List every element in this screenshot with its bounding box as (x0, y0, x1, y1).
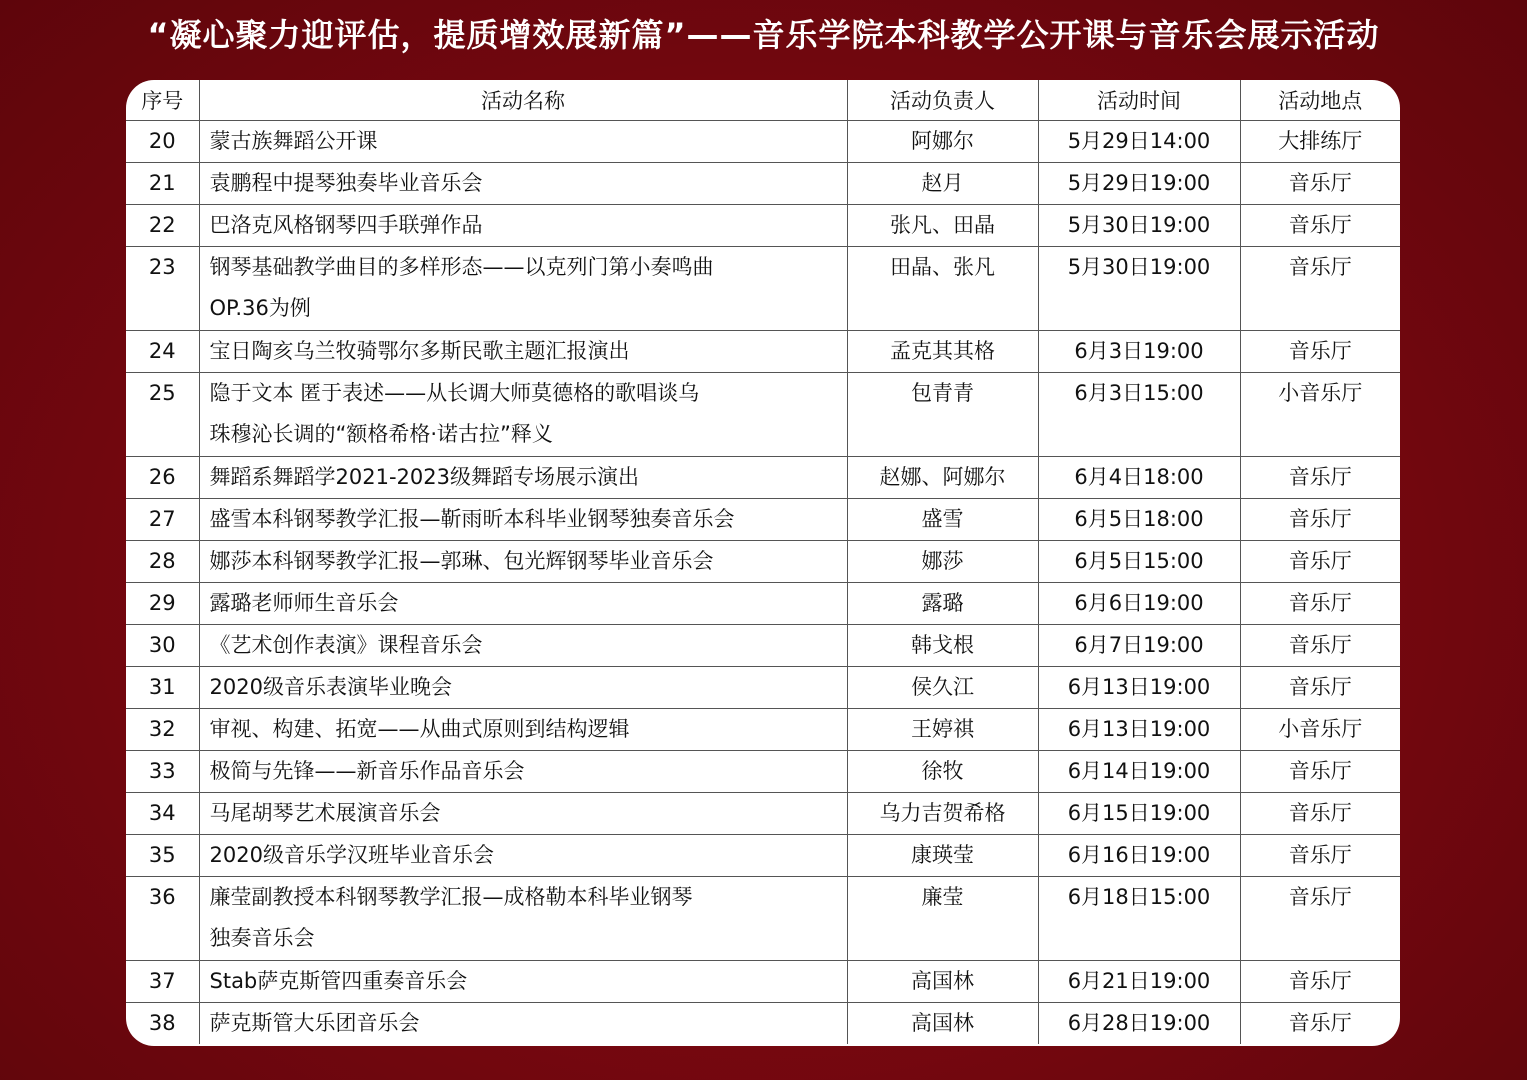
header-time: 活动时间 (1038, 80, 1240, 121)
activity-time: 5月30日19:00 (1038, 247, 1240, 331)
activity-name-line: 盛雪本科钢琴教学汇报—靳雨昕本科毕业钢琴独奏音乐会 (209, 507, 735, 531)
activity-time: 6月4日18:00 (1038, 457, 1240, 499)
activity-location: 音乐厅 (1240, 877, 1400, 961)
activity-time: 6月5日18:00 (1038, 499, 1240, 541)
activity-lead: 盛雪 (847, 499, 1038, 541)
row-number: 26 (126, 457, 199, 499)
activity-table (126, 80, 1400, 1044)
row-number: 29 (126, 583, 199, 625)
activity-lead: 娜莎 (847, 541, 1038, 583)
row-number: 36 (126, 877, 199, 961)
activity-time: 6月15日19:00 (1038, 793, 1240, 835)
activity-name-line: 廉莹副教授本科钢琴教学汇报—成格勒本科毕业钢琴 (209, 885, 693, 909)
row-number: 33 (126, 751, 199, 793)
row-number: 31 (126, 667, 199, 709)
activity-time: 6月18日15:00 (1038, 877, 1240, 961)
row-number: 32 (126, 709, 199, 751)
activity-location: 音乐厅 (1240, 583, 1400, 625)
activity-name-line: 珠穆沁长调的“额格希格·诺古拉”释义 (209, 422, 553, 446)
table-row (126, 205, 1400, 247)
activity-lead: 乌力吉贺希格 (847, 793, 1038, 835)
header-name: 活动名称 (199, 80, 847, 121)
activity-name (199, 961, 847, 1003)
row-number: 34 (126, 793, 199, 835)
table-row (126, 709, 1400, 751)
activity-name (199, 121, 847, 163)
activity-location: 音乐厅 (1240, 205, 1400, 247)
row-number: 38 (126, 1003, 199, 1045)
activity-name (199, 205, 847, 247)
activity-location: 小音乐厅 (1240, 373, 1400, 457)
activity-name-line: 2020级音乐表演毕业晚会 (209, 675, 452, 699)
activity-name (199, 751, 847, 793)
activity-name-line: 隐于文本 匿于表述——从长调大师莫德格的歌唱谈乌 (209, 381, 700, 405)
activity-lead: 侯久江 (847, 667, 1038, 709)
activity-location: 音乐厅 (1240, 163, 1400, 205)
activity-name (199, 541, 847, 583)
activity-lead: 包青青 (847, 373, 1038, 457)
header-lead: 活动负责人 (847, 80, 1038, 121)
table-header-row (126, 80, 1400, 121)
activity-time: 6月6日19:00 (1038, 583, 1240, 625)
activity-name-line: 娜莎本科钢琴教学汇报—郭琳、包光辉钢琴毕业音乐会 (209, 549, 714, 573)
header-no: 序号 (126, 80, 199, 121)
activity-lead: 露璐 (847, 583, 1038, 625)
activity-name (199, 625, 847, 667)
activity-name (199, 835, 847, 877)
activity-lead: 韩戈根 (847, 625, 1038, 667)
activity-name (199, 709, 847, 751)
activity-location: 音乐厅 (1240, 961, 1400, 1003)
activity-location: 音乐厅 (1240, 457, 1400, 499)
activity-lead: 康瑛莹 (847, 835, 1038, 877)
activity-time: 6月14日19:00 (1038, 751, 1240, 793)
activity-name-line: Stab萨克斯管四重奏音乐会 (209, 969, 468, 993)
activity-location: 音乐厅 (1240, 541, 1400, 583)
table-row (126, 583, 1400, 625)
activity-location: 音乐厅 (1240, 331, 1400, 373)
activity-lead: 高国林 (847, 961, 1038, 1003)
activity-location: 小音乐厅 (1240, 709, 1400, 751)
activity-name (199, 457, 847, 499)
header-location: 活动地点 (1240, 80, 1400, 121)
activity-name (199, 247, 847, 331)
activity-table-card (126, 80, 1400, 1046)
activity-name (199, 793, 847, 835)
activity-name-line: 极简与先锋——新音乐作品音乐会 (209, 759, 525, 783)
activity-name (199, 877, 847, 961)
table-row (126, 373, 1400, 457)
activity-name (199, 499, 847, 541)
activity-name-line: 露璐老师师生音乐会 (209, 591, 399, 615)
activity-name (199, 373, 847, 457)
activity-name-line: 袁鹏程中提琴独奏毕业音乐会 (209, 171, 483, 195)
row-number: 37 (126, 961, 199, 1003)
table-row (126, 121, 1400, 163)
table-row (126, 667, 1400, 709)
table-row (126, 331, 1400, 373)
activity-lead: 赵月 (847, 163, 1038, 205)
activity-lead: 田晶、张凡 (847, 247, 1038, 331)
row-number: 27 (126, 499, 199, 541)
activity-lead: 张凡、田晶 (847, 205, 1038, 247)
activity-name (199, 163, 847, 205)
table-row (126, 163, 1400, 205)
activity-name-line: OP.36为例 (209, 296, 311, 320)
activity-name-line: 《艺术创作表演》课程音乐会 (209, 633, 483, 657)
activity-time: 5月29日14:00 (1038, 121, 1240, 163)
activity-time: 5月30日19:00 (1038, 205, 1240, 247)
activity-name-line: 舞蹈系舞蹈学2021-2023级舞蹈专场展示演出 (209, 465, 639, 489)
activity-time: 6月16日19:00 (1038, 835, 1240, 877)
activity-name (199, 583, 847, 625)
activity-time: 6月28日19:00 (1038, 1003, 1240, 1045)
row-number: 22 (126, 205, 199, 247)
activity-name-line: 巴洛克风格钢琴四手联弹作品 (209, 213, 483, 237)
activity-time: 6月3日19:00 (1038, 331, 1240, 373)
activity-name (199, 331, 847, 373)
activity-lead: 孟克其其格 (847, 331, 1038, 373)
activity-name-line: 萨克斯管大乐团音乐会 (209, 1011, 420, 1035)
table-row (126, 751, 1400, 793)
activity-location: 音乐厅 (1240, 793, 1400, 835)
activity-location: 音乐厅 (1240, 1003, 1400, 1045)
activity-location: 大排练厅 (1240, 121, 1400, 163)
activity-time: 6月7日19:00 (1038, 625, 1240, 667)
activity-lead: 赵娜、阿娜尔 (847, 457, 1038, 499)
activity-time: 6月5日15:00 (1038, 541, 1240, 583)
table-row (126, 541, 1400, 583)
activity-time: 6月3日15:00 (1038, 373, 1240, 457)
table-row (126, 247, 1400, 331)
table-row (126, 457, 1400, 499)
activity-time: 6月13日19:00 (1038, 709, 1240, 751)
activity-location: 音乐厅 (1240, 667, 1400, 709)
activity-time: 5月29日19:00 (1038, 163, 1240, 205)
activity-lead: 廉莹 (847, 877, 1038, 961)
activity-lead: 高国林 (847, 1003, 1038, 1045)
activity-lead: 徐牧 (847, 751, 1038, 793)
activity-location: 音乐厅 (1240, 625, 1400, 667)
activity-name-line: 2020级音乐学汉班毕业音乐会 (209, 843, 494, 867)
table-row (126, 625, 1400, 667)
table-row (126, 793, 1400, 835)
row-number: 20 (126, 121, 199, 163)
activity-name-line: 独奏音乐会 (209, 926, 315, 950)
row-number: 21 (126, 163, 199, 205)
activity-name (199, 667, 847, 709)
table-row (126, 835, 1400, 877)
row-number: 30 (126, 625, 199, 667)
activity-lead: 阿娜尔 (847, 121, 1038, 163)
activity-name-line: 马尾胡琴艺术展演音乐会 (209, 801, 441, 825)
row-number: 25 (126, 373, 199, 457)
row-number: 35 (126, 835, 199, 877)
activity-time: 6月13日19:00 (1038, 667, 1240, 709)
row-number: 23 (126, 247, 199, 331)
activity-location: 音乐厅 (1240, 751, 1400, 793)
page-title: “凝心聚力迎评估，提质增效展新篇”——音乐学院本科教学公开课与音乐会展示活动 (147, 16, 1380, 54)
row-number: 28 (126, 541, 199, 583)
row-number: 24 (126, 331, 199, 373)
activity-name-line: 钢琴基础教学曲目的多样形态——以克列门第小奏鸣曲 (209, 255, 714, 279)
activity-lead: 王婷祺 (847, 709, 1038, 751)
activity-name-line: 审视、构建、拓宽——从曲式原则到结构逻辑 (209, 717, 630, 741)
activity-name-line: 蒙古族舞蹈公开课 (209, 129, 378, 153)
activity-location: 音乐厅 (1240, 247, 1400, 331)
table-row (126, 877, 1400, 961)
activity-name-line: 宝日陶亥乌兰牧骑鄂尔多斯民歌主题汇报演出 (209, 339, 630, 363)
table-row (126, 499, 1400, 541)
activity-location: 音乐厅 (1240, 835, 1400, 877)
activity-time: 6月21日19:00 (1038, 961, 1240, 1003)
activity-location: 音乐厅 (1240, 499, 1400, 541)
table-row (126, 1003, 1400, 1045)
activity-name (199, 1003, 847, 1045)
table-row (126, 961, 1400, 1003)
